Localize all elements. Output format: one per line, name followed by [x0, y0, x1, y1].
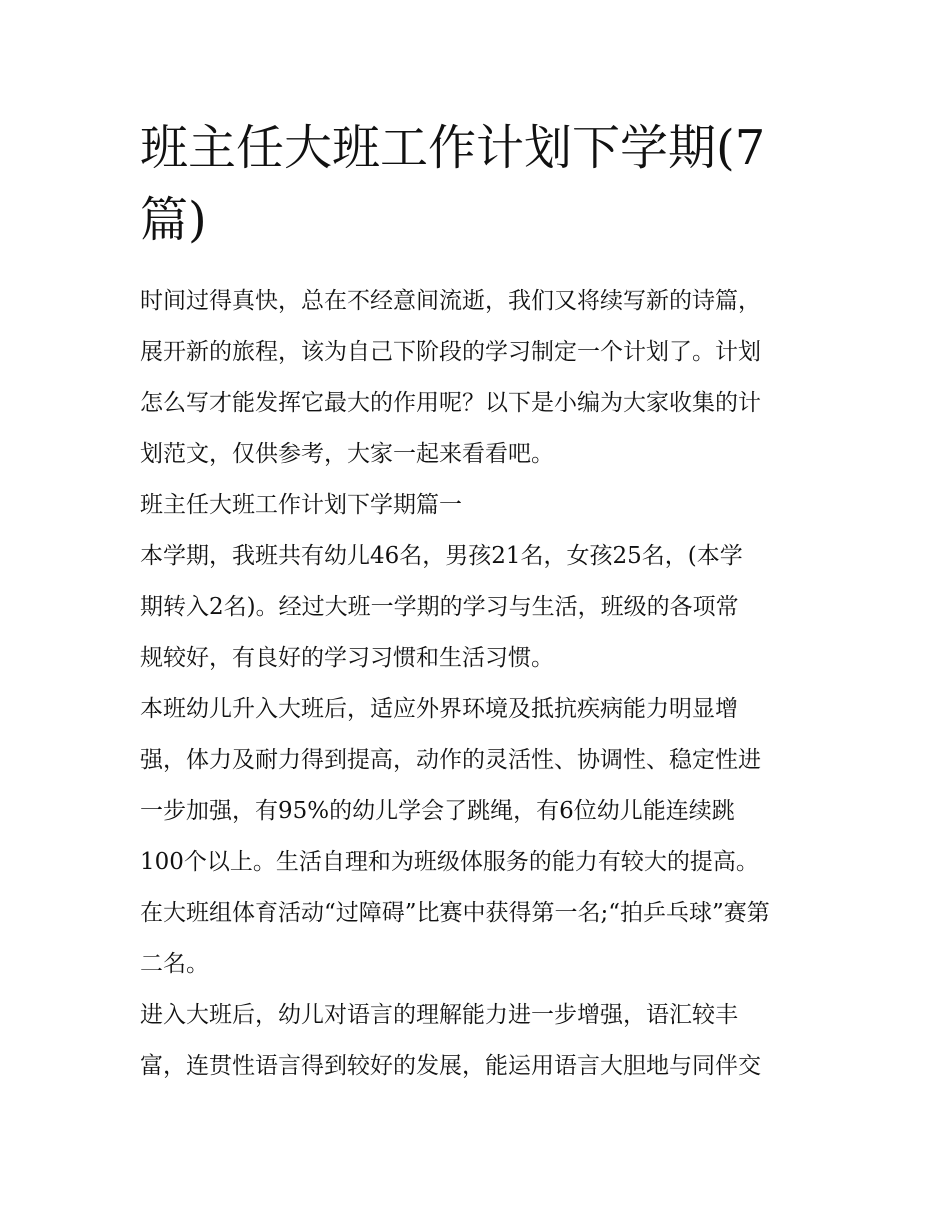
language-development-paragraph — [140, 990, 812, 1092]
document-content — [140, 112, 812, 1092]
text-line: 怎么写才能发挥它最大的作用呢？以下是小编为大家收集的计 — [140, 390, 761, 416]
text-line: 二名。 — [140, 951, 209, 977]
text-line: 划范文，仅供参考，大家一起来看看吧。 — [140, 441, 554, 467]
text-line: 在大班组体育活动“过障碍”比赛中获得第一名;“拍乒乓球”赛第 — [140, 900, 770, 926]
document-body — [140, 276, 812, 1092]
text-line: 富，连贯性语言得到较好的发展，能运用语言大胆地与同伴交 — [140, 1053, 761, 1079]
text-line: 100个以上。生活自理和为班级体服务的能力有较大的提高。 — [140, 849, 759, 875]
title-line: 班主任大班工作计划下学期(7 — [140, 120, 766, 176]
text-line: 本学期，我班共有幼儿46名，男孩21名，女孩25名，(本学 — [140, 543, 743, 569]
text-line: 时间过得真快，总在不经意间流逝，我们又将续写新的诗篇， — [140, 288, 761, 314]
text-line: 一步加强，有95%的幼儿学会了跳绳，有6位幼儿能连续跳 — [140, 798, 735, 824]
text-line: 期转入2名)。经过大班一学期的学习与生活，班级的各项常 — [140, 594, 739, 620]
text-line: 本班幼儿升入大班后，适应外界环境及抵抗疾病能力明显增 — [140, 696, 738, 722]
physical-development-paragraph — [140, 684, 812, 990]
section-heading — [140, 480, 812, 531]
text-line: 进入大班后，幼儿对语言的理解能力进一步增强，语汇较丰 — [140, 1002, 738, 1028]
class-overview-paragraph — [140, 531, 812, 684]
text-line: 班主任大班工作计划下学期篇一 — [140, 492, 462, 518]
title-line: 篇) — [140, 192, 207, 248]
document-title — [140, 112, 812, 256]
intro-paragraph — [140, 276, 812, 480]
text-line: 展开新的旅程，该为自己下阶段的学习制定一个计划了。计划 — [140, 339, 761, 365]
text-line: 规较好，有良好的学习习惯和生活习惯。 — [140, 645, 554, 671]
text-line: 强，体力及耐力得到提高，动作的灵活性、协调性、稳定性进 — [140, 747, 761, 773]
